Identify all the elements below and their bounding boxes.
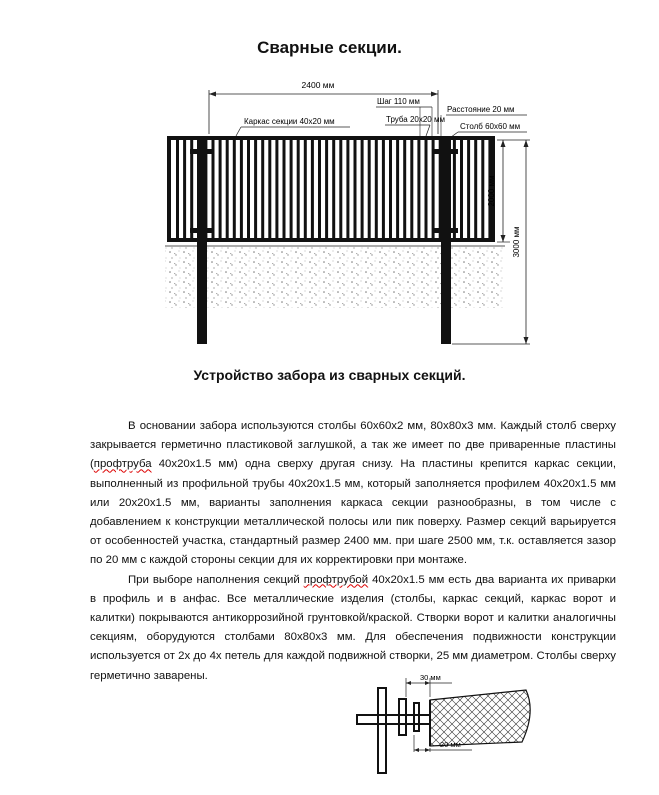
paragraph-2: При выборе наполнения секций профтрубой 40х20х1.5 мм есть два варианта их приварки в профиль и в анфас. Все металлические изделия (столбы, каркас секций, каркас ворот и калитки) покрываются антикоррозийной грунтовкой/краской. Створки ворот и калитки аналогичны секциям, оборудуются столбами 80х80х3 мм. Для обеспечения подвижности конструкции используется от 2х до 4х петель для каждой подвижной створки, 25 мм диаметром. Столбы сверху герметично заварены. [90,573,616,682]
post-label: Столб 60х60 мм [460,122,521,131]
height-section-label: 2000 мм [487,175,496,207]
paragraph-1: В основании забора используются столбы 60х60х2 мм, 80х80х3 мм. Каждый столб сверху закрывается герметично пластиковой заглушкой, а так же имеет по две приваренные пластины (профтруба 40х20х1.5 мм) одна сверху другая снизу. На пластины крепится каркас секции, выполненный из профильной трубы 40х20х1.5 мм, который заполняется профилем 40х20х1.5 мм или 20х20х1.5 мм, варианты заполнения каркаса секции разнообразны, в том числе с добавлением к конструкции металлической полосы или пик поверху. Размер секций варьируется от особенностей участка, стандартный размер 2400 мм. при шаге 2500 мм, т.к. оставляется зазор по 20 мм с каждой стороны секции для их корректировки при монтаже. [90,420,616,567]
gap-label: Расстояние 20 мм [447,105,515,114]
step-label: Шаг 110 мм [377,97,420,106]
detail-dim-bottom: 20 мм [440,740,461,749]
dim-width-label: 2400 мм [301,80,335,90]
detail-dim-top: 30 мм [420,673,441,682]
frame-label: Каркас секции 40х20 мм [244,117,335,126]
section-subtitle: Устройство забора из сварных секций. [193,367,466,383]
misspelled-word: профтруба [93,458,152,471]
section-hatch [430,690,530,746]
detail-post [378,688,386,773]
misspelled-word: профтрубой [303,573,369,586]
height-total-label: 3000 мм [512,226,521,258]
pipe-label: Труба 20х20 мм [386,115,445,124]
page-title: Сварные секции. [257,38,402,57]
